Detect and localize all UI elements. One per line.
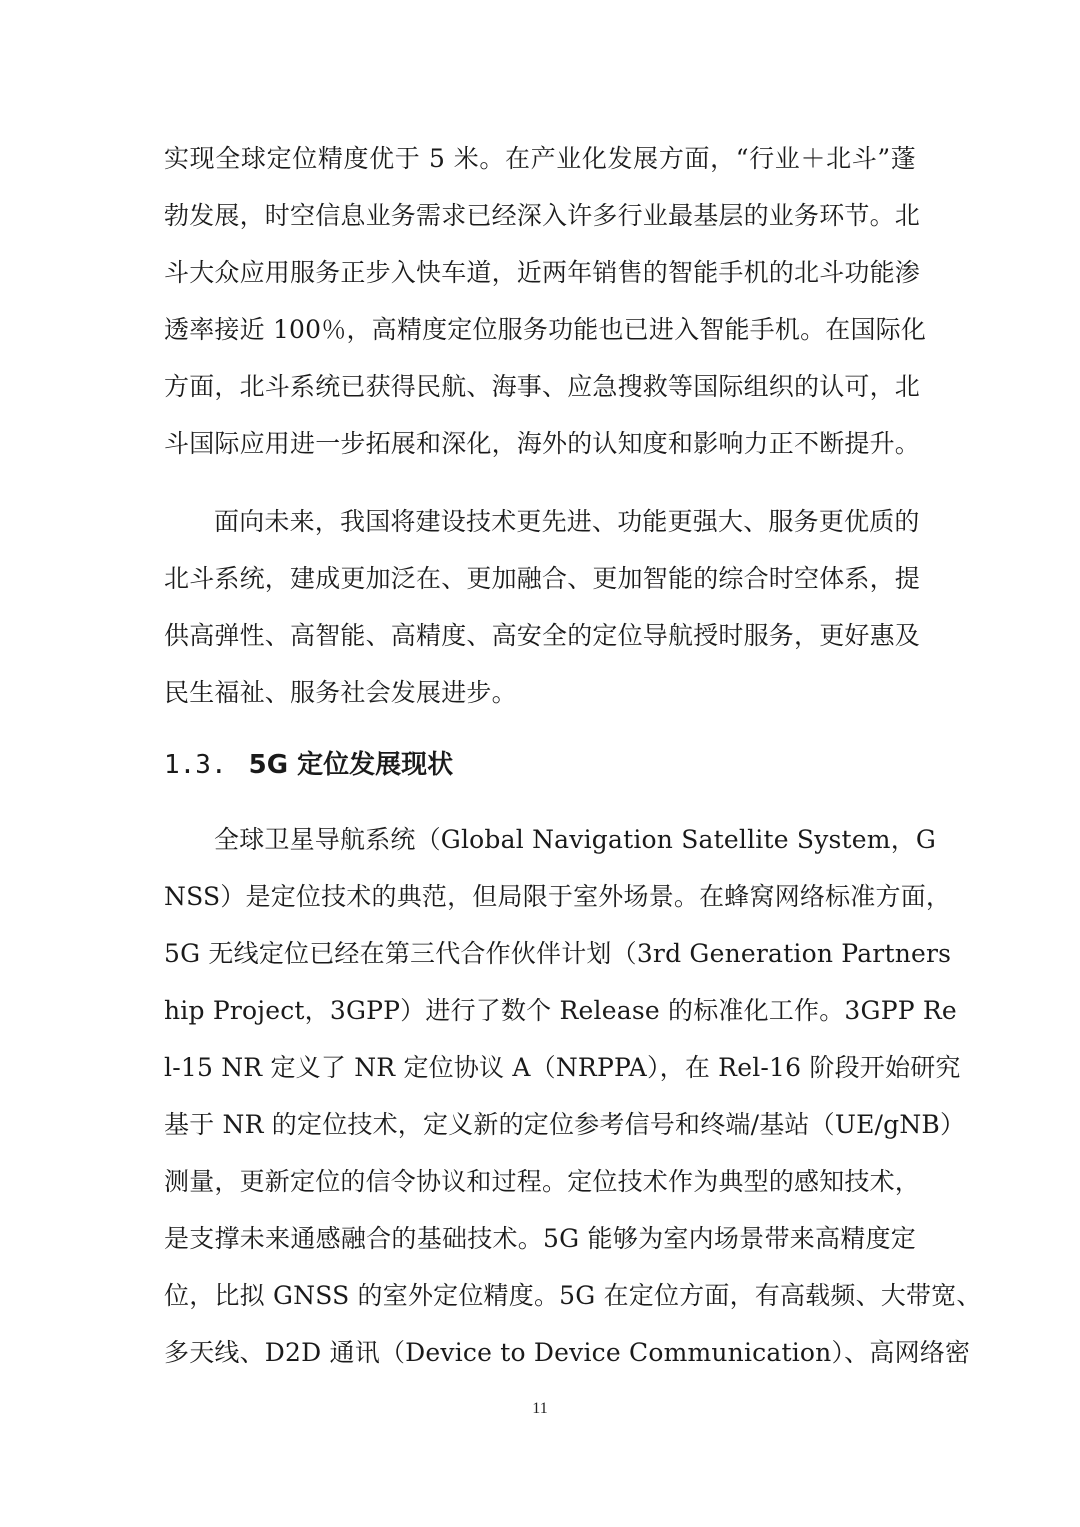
paragraph-line: 测量，更新定位的信令协议和过程。定位技术作为典型的感知技术， [164, 1167, 921, 1196]
paragraph-line: 方面，北斗系统已获得民航、海事、应急搜救等国际组织的认可，北 [164, 372, 921, 401]
paragraph-beidou-future [164, 493, 921, 721]
section-title: 5G 定位发展现状 [248, 750, 454, 780]
paragraph-beidou-progress [164, 130, 927, 472]
paragraph-line: 全球卫星导航系统（Global Navigation Satellite System，G [214, 825, 937, 854]
paragraph-line: l-15 NR 定义了 NR 定位协议 A（NRPPA），在 Rel-16 阶段开始研究 [164, 1053, 961, 1082]
paragraph-line: 北斗系统，建成更加泛在、更加融合、更加智能的综合时空体系，提 [164, 564, 921, 593]
paragraph-5g-positioning [164, 811, 982, 1381]
section-heading [164, 735, 916, 795]
paragraph-line: 面向未来，我国将建设技术更先进、功能更强大、服务更优质的 [214, 507, 920, 536]
paragraph-spacer [164, 472, 916, 493]
paragraph-line: 基于 NR 的定位技术，定义新的定位参考信号和终端/基站（UE/gNB） [164, 1110, 966, 1139]
paragraph-line: 多天线、D2D 通讯（Device to Device Communication）、高网络密 [164, 1338, 971, 1367]
paragraph-line: 斗大众应用服务正步入快车道，近两年销售的智能手机的北斗功能渗 [164, 258, 921, 287]
paragraph-line: 5G 无线定位已经在第三代合作伙伴计划（3rd Generation Partners [164, 939, 952, 968]
paragraph-line: 是支撑未来通感融合的基础技术。5G 能够为室内场景带来高精度定 [164, 1224, 916, 1253]
paragraph-line: 斗国际应用进一步拓展和深化，海外的认知度和影响力正不断提升。 [164, 429, 921, 458]
paragraph-line: 勃发展，时空信息业务需求已经深入许多行业最基层的业务环节。北 [164, 201, 921, 230]
page-number: 11 [532, 1400, 548, 1417]
paragraph-line: 透率接近 100％，高精度定位服务功能也已进入智能手机。在国际化 [164, 315, 927, 344]
paragraph-line: 供高弹性、高智能、高精度、高安全的定位导航授时服务，更好惠及 [164, 621, 921, 650]
paragraph-line: 实现全球定位精度优于 5 米。在产业化发展方面，“行业＋北斗”蓬 [164, 144, 916, 173]
paragraph-line: 民生福祉、服务社会发展进步。 [164, 678, 517, 707]
document-body [164, 130, 982, 1381]
paragraph-line: hip Project，3GPP）进行了数个 Release 的标准化工作。3GPP Re [164, 996, 957, 1025]
section-number: 1.3. [164, 750, 227, 780]
paragraph-line: NSS）是定位技术的典范，但局限于室外场景。在蜂窝网络标准方面， [164, 882, 952, 911]
paragraph-line: 位，比拟 GNSS 的室外定位精度。5G 在定位方面，有高载频、大带宽、 [164, 1281, 982, 1310]
